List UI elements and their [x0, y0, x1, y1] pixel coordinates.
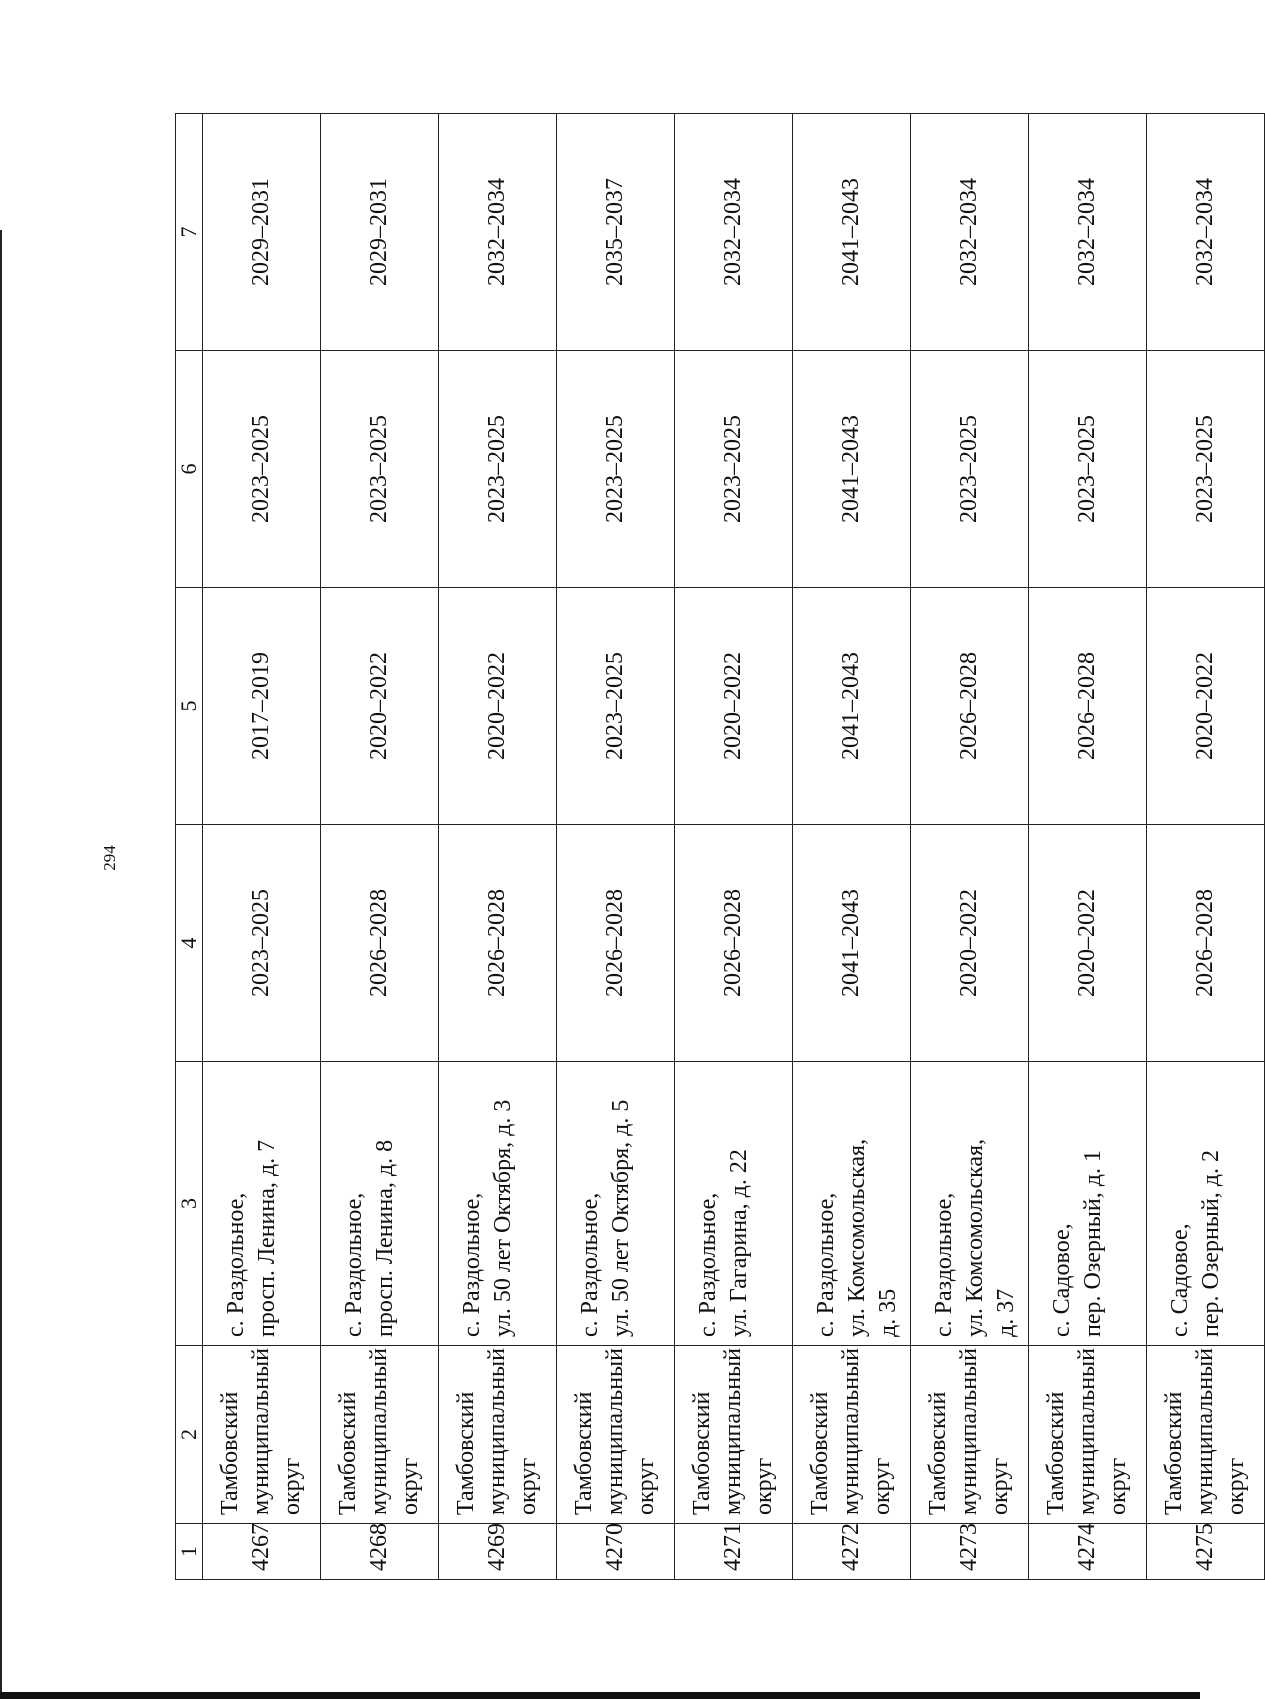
address-line-3: д. 37 — [993, 1288, 1019, 1337]
period-col-7-value: 2032–2034 — [1192, 178, 1218, 286]
address-line-2: ул. Комсомольская, — [962, 1138, 988, 1337]
period-col-4 — [439, 825, 557, 1062]
row-number: 4272 — [838, 1523, 864, 1571]
period-col-5 — [439, 588, 557, 825]
district-line-2: муниципальный — [720, 1347, 746, 1515]
period-col-6-value: 2023–2025 — [484, 415, 510, 523]
address-cell — [321, 1062, 439, 1346]
address-line-1: с. Садовое, — [1049, 1223, 1075, 1337]
period-col-7 — [675, 114, 793, 351]
period-col-5 — [911, 588, 1029, 825]
period-col-4-value: 2026–2028 — [366, 889, 392, 997]
row-number: 4268 — [366, 1523, 392, 1571]
period-col-7 — [1029, 114, 1147, 351]
district-line-1: Тамбовский — [1161, 1391, 1187, 1515]
address-line-3: д. 35 — [875, 1288, 901, 1337]
row-number: 4269 — [484, 1523, 510, 1571]
period-col-6-value: 2023–2025 — [602, 415, 628, 523]
row-number-cell — [557, 1524, 675, 1580]
period-col-5 — [557, 588, 675, 825]
district-line-1: Тамбовский — [807, 1391, 833, 1515]
period-col-5 — [203, 588, 321, 825]
district-line-1: Тамбовский — [1043, 1391, 1069, 1515]
district-line-3: округ — [279, 1457, 305, 1515]
period-col-6 — [911, 351, 1029, 588]
period-col-6 — [675, 351, 793, 588]
period-col-7 — [911, 114, 1029, 351]
period-col-7-value: 2032–2034 — [1074, 178, 1100, 286]
period-col-5-value: 2017–2019 — [248, 652, 274, 760]
address-line-2: просп. Ленина, д. 8 — [372, 1139, 398, 1337]
period-col-5 — [1029, 588, 1147, 825]
period-col-7 — [321, 114, 439, 351]
district-line-3: округ — [1223, 1457, 1249, 1515]
rotated-table-frame — [175, 114, 1249, 1580]
district-line-1: Тамбовский — [453, 1391, 479, 1515]
header-col-3: 3 — [176, 1062, 203, 1346]
period-col-5-value: 2026–2028 — [956, 652, 982, 760]
period-col-6 — [1029, 351, 1147, 588]
district-line-3: округ — [515, 1457, 541, 1515]
district-cell — [1029, 1346, 1147, 1524]
address-line-2: пер. Озерный, д. 2 — [1198, 1150, 1224, 1337]
row-number: 4267 — [248, 1523, 274, 1571]
period-col-4 — [1147, 825, 1265, 1062]
period-col-4 — [203, 825, 321, 1062]
period-col-5-value: 2020–2022 — [366, 652, 392, 760]
period-col-6-value: 2023–2025 — [1074, 415, 1100, 523]
row-number: 4273 — [956, 1523, 982, 1571]
table-row — [1029, 114, 1147, 1580]
period-col-7 — [793, 114, 911, 351]
header-col-1: 1 — [176, 1524, 203, 1580]
period-col-7 — [439, 114, 557, 351]
address-cell — [793, 1062, 911, 1346]
address-cell — [1029, 1062, 1147, 1346]
period-col-4-value: 2023–2025 — [248, 889, 274, 997]
period-col-7-value: 2029–2031 — [248, 178, 274, 286]
district-line-2: муниципальный — [1192, 1347, 1218, 1515]
address-line-1: с. Раздольное, — [341, 1192, 367, 1337]
address-cell — [675, 1062, 793, 1346]
district-line-2: муниципальный — [1074, 1347, 1100, 1515]
period-col-7 — [557, 114, 675, 351]
period-col-6 — [439, 351, 557, 588]
district-line-2: муниципальный — [602, 1347, 628, 1515]
district-line-3: округ — [869, 1457, 895, 1515]
district-line-3: округ — [751, 1457, 777, 1515]
period-col-5-value: 2041–2043 — [838, 652, 864, 760]
address-line-1: с. Раздольное, — [931, 1192, 957, 1337]
period-col-5 — [675, 588, 793, 825]
period-col-7-value: 2032–2034 — [956, 178, 982, 286]
district-cell — [911, 1346, 1029, 1524]
period-col-5-value: 2023–2025 — [602, 652, 628, 760]
address-cell — [557, 1062, 675, 1346]
district-cell — [1147, 1346, 1265, 1524]
table-row — [675, 114, 793, 1580]
period-col-6-value: 2023–2025 — [720, 415, 746, 523]
period-col-4 — [557, 825, 675, 1062]
district-line-1: Тамбовский — [571, 1391, 597, 1515]
row-number-cell — [321, 1524, 439, 1580]
table-row — [911, 114, 1029, 1580]
district-line-1: Тамбовский — [925, 1391, 951, 1515]
table-row — [557, 114, 675, 1580]
district-cell — [675, 1346, 793, 1524]
period-col-4-value: 2026–2028 — [484, 889, 510, 997]
district-line-3: округ — [397, 1457, 423, 1515]
table-body — [203, 114, 1265, 1580]
address-line-2: просп. Ленина, д. 7 — [254, 1139, 280, 1337]
address-line-2: ул. 50 лет Октября, д. 3 — [490, 1099, 516, 1337]
period-col-4-value: 2026–2028 — [602, 889, 628, 997]
row-number-cell — [793, 1524, 911, 1580]
table-row — [439, 114, 557, 1580]
page-number: 294 — [100, 845, 119, 871]
period-col-4-value: 2026–2028 — [1192, 889, 1218, 997]
period-col-4-value: 2041–2043 — [838, 889, 864, 997]
housing-repair-schedule-table — [175, 113, 1265, 1580]
header-row — [176, 114, 203, 1580]
period-col-4-value: 2020–2022 — [1074, 889, 1100, 997]
district-line-2: муниципальный — [956, 1347, 982, 1515]
address-line-2: пер. Озерный, д. 1 — [1080, 1150, 1106, 1337]
period-col-6 — [1147, 351, 1265, 588]
period-col-4 — [321, 825, 439, 1062]
header-col-7: 7 — [176, 114, 203, 351]
period-col-5 — [321, 588, 439, 825]
table-row — [1147, 114, 1265, 1580]
row-number: 4271 — [720, 1523, 746, 1571]
district-line-3: округ — [987, 1457, 1013, 1515]
period-col-6-value: 2023–2025 — [248, 415, 274, 523]
period-col-6 — [793, 351, 911, 588]
period-col-6 — [557, 351, 675, 588]
district-line-3: округ — [1105, 1457, 1131, 1515]
period-col-7-value: 2035–2037 — [602, 178, 628, 286]
district-line-1: Тамбовский — [689, 1391, 715, 1515]
district-line-2: муниципальный — [484, 1347, 510, 1515]
header-col-6: 6 — [176, 351, 203, 588]
period-col-7-value: 2032–2034 — [720, 178, 746, 286]
district-cell — [203, 1346, 321, 1524]
row-number-cell — [911, 1524, 1029, 1580]
period-col-4-value: 2020–2022 — [956, 889, 982, 997]
period-col-5 — [1147, 588, 1265, 825]
address-line-1: с. Садовое, — [1167, 1223, 1193, 1337]
address-cell — [911, 1062, 1029, 1346]
table-row — [321, 114, 439, 1580]
period-col-6-value: 2023–2025 — [1192, 415, 1218, 523]
period-col-5-value: 2020–2022 — [484, 652, 510, 760]
period-col-7 — [1147, 114, 1265, 351]
period-col-5-value: 2020–2022 — [720, 652, 746, 760]
row-number-cell — [675, 1524, 793, 1580]
row-number: 4270 — [602, 1523, 628, 1571]
period-col-7-value: 2041–2043 — [838, 178, 864, 286]
period-col-6 — [203, 351, 321, 588]
header-col-5: 5 — [176, 588, 203, 825]
period-col-5-value: 2020–2022 — [1192, 652, 1218, 760]
row-number-cell — [439, 1524, 557, 1580]
district-cell — [793, 1346, 911, 1524]
district-line-3: округ — [633, 1457, 659, 1515]
address-line-1: с. Раздольное, — [577, 1192, 603, 1337]
period-col-4 — [675, 825, 793, 1062]
address-cell — [203, 1062, 321, 1346]
address-cell — [1147, 1062, 1265, 1346]
period-col-5-value: 2026–2028 — [1074, 652, 1100, 760]
address-cell — [439, 1062, 557, 1346]
period-col-7-value: 2032–2034 — [484, 178, 510, 286]
address-line-1: с. Раздольное, — [223, 1192, 249, 1337]
row-number-cell — [203, 1524, 321, 1580]
period-col-7 — [203, 114, 321, 351]
district-cell — [557, 1346, 675, 1524]
table-row — [203, 114, 321, 1580]
address-line-2: ул. 50 лет Октября, д. 5 — [608, 1099, 634, 1337]
address-line-1: с. Раздольное, — [695, 1192, 721, 1337]
period-col-5 — [793, 588, 911, 825]
address-line-1: с. Раздольное, — [813, 1192, 839, 1337]
header-col-2: 2 — [176, 1346, 203, 1524]
row-number: 4274 — [1074, 1523, 1100, 1571]
period-col-4 — [1029, 825, 1147, 1062]
address-line-2: ул. Гагарина, д. 22 — [726, 1149, 752, 1337]
period-col-4 — [911, 825, 1029, 1062]
row-number: 4275 — [1192, 1523, 1218, 1571]
page-scan-edge-bottom — [0, 1692, 1200, 1699]
address-line-1: с. Раздольное, — [459, 1192, 485, 1337]
period-col-4 — [793, 825, 911, 1062]
row-number-cell — [1147, 1524, 1265, 1580]
row-number-cell — [1029, 1524, 1147, 1580]
district-cell — [321, 1346, 439, 1524]
page-scan-edge-left — [0, 230, 2, 1699]
period-col-6 — [321, 351, 439, 588]
period-col-6-value: 2023–2025 — [956, 415, 982, 523]
district-cell — [439, 1346, 557, 1524]
header-col-4: 4 — [176, 825, 203, 1062]
address-line-2: ул. Комсомольская, — [844, 1138, 870, 1337]
table-row — [793, 114, 911, 1580]
district-line-1: Тамбовский — [335, 1391, 361, 1515]
period-col-6-value: 2023–2025 — [366, 415, 392, 523]
period-col-6-value: 2041–2043 — [838, 415, 864, 523]
period-col-7-value: 2029–2031 — [366, 178, 392, 286]
district-line-2: муниципальный — [838, 1347, 864, 1515]
period-col-4-value: 2026–2028 — [720, 889, 746, 997]
district-line-1: Тамбовский — [217, 1391, 243, 1515]
district-line-2: муниципальный — [366, 1347, 392, 1515]
district-line-2: муниципальный — [248, 1347, 274, 1515]
